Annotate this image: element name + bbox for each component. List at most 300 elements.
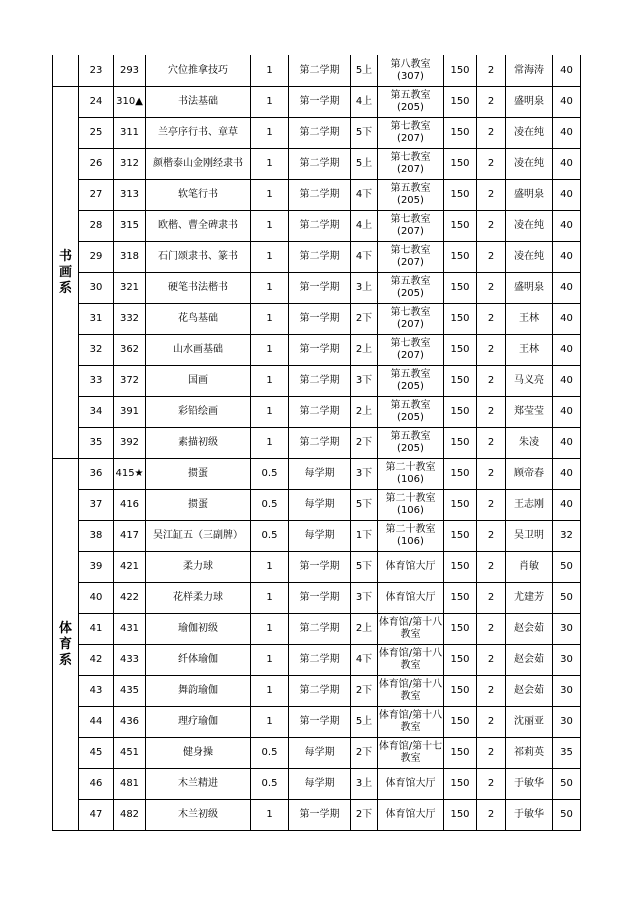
cell-teacher: 常海涛 [506,55,553,87]
cell-weeks: 2 [477,738,506,769]
cell-name: 颜楷泰山金刚经隶书 [146,149,251,180]
cell-name: 软笔行书 [146,180,251,211]
table-row [53,242,581,273]
cell-term: 第一学期 [289,304,351,335]
table-row [53,180,581,211]
cell-slot: 2上 [351,614,378,645]
table-row [53,707,581,738]
cell-cap: 50 [553,800,581,831]
cell-code: 431 [114,614,146,645]
cell-code: 362 [114,335,146,366]
cell-term: 第一学期 [289,87,351,118]
cell-weeks: 2 [477,335,506,366]
cell-teacher: 沈丽亚 [506,707,553,738]
cell-code: 433 [114,645,146,676]
cell-weeks: 2 [477,521,506,552]
cell-credit: 1 [251,55,289,87]
table-row [53,335,581,366]
table-row [53,583,581,614]
cell-weeks: 2 [477,304,506,335]
cell-name: 柔力球 [146,552,251,583]
cell-cap: 35 [553,738,581,769]
cell-term: 每学期 [289,738,351,769]
cell-hours: 150 [444,242,477,273]
cell-credit: 1 [251,707,289,738]
cell-cap: 40 [553,304,581,335]
cell-code: 392 [114,428,146,459]
cell-name: 兰亭序行书、章草 [146,118,251,149]
cell-teacher: 王林 [506,304,553,335]
cell-term: 第二学期 [289,397,351,428]
cell-credit: 1 [251,149,289,180]
cell-credit: 1 [251,180,289,211]
cell-room: 体育馆/第十八教室 [378,707,444,738]
cell-cap: 40 [553,180,581,211]
cell-code: 416 [114,490,146,521]
cell-hours: 150 [444,490,477,521]
cell-room: 第五教室(205) [378,273,444,304]
table-row [53,459,581,490]
cell-slot: 4下 [351,645,378,676]
table-row [53,366,581,397]
cell-slot: 5上 [351,149,378,180]
table-row [53,521,581,552]
cell-teacher: 朱凌 [506,428,553,459]
cell-credit: 1 [251,366,289,397]
cell-code: 311 [114,118,146,149]
cell-credit: 0.5 [251,459,289,490]
cell-name: 欧楷、曹全碑隶书 [146,211,251,242]
cell-code: 312 [114,149,146,180]
cell-credit: 1 [251,118,289,149]
cell-code: 435 [114,676,146,707]
cell-term: 第二学期 [289,614,351,645]
cell-slot: 2下 [351,738,378,769]
cell-no: 30 [79,273,114,304]
cell-weeks: 2 [477,428,506,459]
cell-no: 33 [79,366,114,397]
cell-no: 38 [79,521,114,552]
cell-room: 体育馆/第十八教室 [378,676,444,707]
cell-slot: 2上 [351,335,378,366]
table-row [53,552,581,583]
cell-hours: 150 [444,521,477,552]
cell-teacher: 于敏华 [506,800,553,831]
cell-hours: 150 [444,800,477,831]
cell-weeks: 2 [477,707,506,738]
cell-credit: 1 [251,583,289,614]
cell-teacher: 凌在纯 [506,149,553,180]
cell-term: 第二学期 [289,211,351,242]
cell-room: 第七教室(207) [378,149,444,180]
cell-room: 第二十教室(106) [378,459,444,490]
cell-cap: 32 [553,521,581,552]
cell-slot: 3下 [351,459,378,490]
cell-hours: 150 [444,211,477,242]
cell-credit: 1 [251,800,289,831]
cell-term: 每学期 [289,521,351,552]
cell-cap: 40 [553,211,581,242]
cell-code: 415★ [114,459,146,490]
cell-room: 第五教室(205) [378,428,444,459]
table-row [53,614,581,645]
cell-weeks: 2 [477,614,506,645]
cell-name: 穴位推拿技巧 [146,55,251,87]
cell-room: 体育馆/第十八教室 [378,614,444,645]
cell-teacher: 祁莉英 [506,738,553,769]
cell-room: 第五教室(205) [378,397,444,428]
cell-code: 321 [114,273,146,304]
cell-name: 舞韵瑜伽 [146,676,251,707]
cell-hours: 150 [444,55,477,87]
cell-no: 24 [79,87,114,118]
table-row [53,87,581,118]
cell-credit: 1 [251,335,289,366]
cell-hours: 150 [444,304,477,335]
table-row [53,304,581,335]
cell-weeks: 2 [477,273,506,304]
cell-code: 332 [114,304,146,335]
department-name: 体育系 [58,620,72,668]
cell-code: 422 [114,583,146,614]
cell-term: 每学期 [289,490,351,521]
cell-name: 硬笔书法楷书 [146,273,251,304]
cell-code: 417 [114,521,146,552]
cell-teacher: 郑莹莹 [506,397,553,428]
cell-slot: 3上 [351,769,378,800]
cell-no: 32 [79,335,114,366]
cell-name: 木兰精进 [146,769,251,800]
cell-weeks: 2 [477,87,506,118]
cell-cap: 40 [553,149,581,180]
cell-teacher: 肖敏 [506,552,553,583]
cell-teacher: 马义亮 [506,366,553,397]
cell-room: 第七教室(207) [378,118,444,149]
table-row [53,273,581,304]
cell-room: 第五教室(205) [378,87,444,118]
cell-cap: 40 [553,366,581,397]
cell-credit: 1 [251,273,289,304]
cell-cap: 50 [553,583,581,614]
cell-code: 313 [114,180,146,211]
cell-weeks: 2 [477,459,506,490]
cell-hours: 150 [444,397,477,428]
cell-name: 吴江缸五（三副牌） [146,521,251,552]
cell-credit: 0.5 [251,490,289,521]
cell-name: 掼蛋 [146,490,251,521]
dept-cell-empty [53,55,79,87]
cell-no: 29 [79,242,114,273]
department-name: 书画系 [58,248,72,296]
cell-code: 481 [114,769,146,800]
cell-no: 40 [79,583,114,614]
cell-no: 43 [79,676,114,707]
cell-slot: 3下 [351,583,378,614]
cell-teacher: 盛明泉 [506,180,553,211]
cell-name: 花鸟基础 [146,304,251,335]
cell-no: 25 [79,118,114,149]
cell-term: 第一学期 [289,583,351,614]
cell-weeks: 2 [477,242,506,273]
cell-name: 石门颂隶书、篆书 [146,242,251,273]
cell-term: 第一学期 [289,335,351,366]
cell-credit: 1 [251,614,289,645]
cell-cap: 40 [553,459,581,490]
cell-room: 体育馆大厅 [378,800,444,831]
cell-name: 健身操 [146,738,251,769]
cell-room: 第二十教室(106) [378,490,444,521]
cell-name: 国画 [146,366,251,397]
cell-term: 第二学期 [289,55,351,87]
cell-code: 436 [114,707,146,738]
cell-cap: 40 [553,55,581,87]
cell-weeks: 2 [477,552,506,583]
cell-credit: 1 [251,397,289,428]
cell-cap: 30 [553,614,581,645]
cell-code: 372 [114,366,146,397]
cell-teacher: 赵会茹 [506,645,553,676]
cell-weeks: 2 [477,397,506,428]
cell-slot: 3下 [351,366,378,397]
cell-teacher: 凌在纯 [506,211,553,242]
table-row [53,397,581,428]
cell-room: 第八教室(307) [378,55,444,87]
cell-no: 27 [79,180,114,211]
cell-code: 421 [114,552,146,583]
cell-weeks: 2 [477,118,506,149]
cell-weeks: 2 [477,676,506,707]
cell-name: 书法基础 [146,87,251,118]
table-row [53,55,581,87]
cell-slot: 5上 [351,55,378,87]
cell-slot: 2下 [351,304,378,335]
cell-credit: 1 [251,242,289,273]
cell-no: 41 [79,614,114,645]
cell-weeks: 2 [477,366,506,397]
cell-hours: 150 [444,769,477,800]
cell-hours: 150 [444,273,477,304]
cell-hours: 150 [444,459,477,490]
cell-no: 42 [79,645,114,676]
cell-weeks: 2 [477,490,506,521]
cell-slot: 2下 [351,800,378,831]
cell-term: 第二学期 [289,180,351,211]
table-row [53,118,581,149]
cell-hours: 150 [444,118,477,149]
cell-teacher: 凌在纯 [506,242,553,273]
table-row [53,645,581,676]
table-row [53,769,581,800]
cell-teacher: 赵会茹 [506,614,553,645]
cell-no: 46 [79,769,114,800]
cell-name: 山水画基础 [146,335,251,366]
cell-cap: 40 [553,397,581,428]
cell-name: 纤体瑜伽 [146,645,251,676]
cell-slot: 2下 [351,676,378,707]
cell-cap: 40 [553,490,581,521]
cell-credit: 1 [251,304,289,335]
cell-teacher: 尤建芳 [506,583,553,614]
table-row [53,676,581,707]
cell-weeks: 2 [477,211,506,242]
cell-code: 318 [114,242,146,273]
cell-slot: 4上 [351,211,378,242]
cell-credit: 0.5 [251,738,289,769]
cell-weeks: 2 [477,180,506,211]
table-row [53,149,581,180]
cell-room: 体育馆大厅 [378,769,444,800]
cell-term: 每学期 [289,769,351,800]
cell-slot: 5下 [351,490,378,521]
cell-weeks: 2 [477,583,506,614]
cell-credit: 1 [251,552,289,583]
cell-no: 26 [79,149,114,180]
cell-name: 瑜伽初级 [146,614,251,645]
cell-no: 28 [79,211,114,242]
cell-hours: 150 [444,149,477,180]
cell-term: 第二学期 [289,366,351,397]
cell-hours: 150 [444,676,477,707]
department-cell [53,87,79,459]
cell-name: 木兰初级 [146,800,251,831]
cell-credit: 0.5 [251,769,289,800]
cell-no: 45 [79,738,114,769]
cell-slot: 4下 [351,242,378,273]
table-row [53,490,581,521]
cell-term: 第二学期 [289,118,351,149]
cell-slot: 5上 [351,707,378,738]
cell-no: 37 [79,490,114,521]
cell-slot: 1下 [351,521,378,552]
cell-code: 310▲ [114,87,146,118]
cell-slot: 4上 [351,87,378,118]
cell-weeks: 2 [477,769,506,800]
cell-no: 23 [79,55,114,87]
cell-name: 掼蛋 [146,459,251,490]
cell-code: 293 [114,55,146,87]
cell-cap: 40 [553,428,581,459]
cell-credit: 0.5 [251,521,289,552]
cell-cap: 40 [553,118,581,149]
cell-teacher: 于敏华 [506,769,553,800]
cell-slot: 4下 [351,180,378,211]
cell-no: 31 [79,304,114,335]
cell-hours: 150 [444,614,477,645]
cell-cap: 50 [553,769,581,800]
cell-hours: 150 [444,87,477,118]
cell-slot: 3上 [351,273,378,304]
cell-teacher: 王林 [506,335,553,366]
cell-room: 第五教室(205) [378,366,444,397]
cell-teacher: 盛明泉 [506,87,553,118]
cell-cap: 40 [553,335,581,366]
cell-term: 每学期 [289,459,351,490]
cell-room: 体育馆/第十七教室 [378,738,444,769]
cell-term: 第一学期 [289,552,351,583]
cell-hours: 150 [444,707,477,738]
cell-name: 彩铅绘画 [146,397,251,428]
cell-credit: 1 [251,87,289,118]
cell-slot: 2上 [351,397,378,428]
cell-room: 第二十教室(106) [378,521,444,552]
table-row [53,738,581,769]
cell-hours: 150 [444,738,477,769]
cell-room: 第七教室(207) [378,335,444,366]
cell-slot: 5下 [351,118,378,149]
cell-credit: 1 [251,645,289,676]
cell-hours: 150 [444,180,477,211]
cell-credit: 1 [251,211,289,242]
cell-hours: 150 [444,366,477,397]
cell-teacher: 吴卫明 [506,521,553,552]
cell-credit: 1 [251,676,289,707]
cell-term: 第二学期 [289,242,351,273]
table-row [53,428,581,459]
cell-code: 482 [114,800,146,831]
table-row [53,211,581,242]
cell-term: 第二学期 [289,645,351,676]
cell-no: 39 [79,552,114,583]
cell-teacher: 王志刚 [506,490,553,521]
cell-hours: 150 [444,335,477,366]
cell-room: 体育馆大厅 [378,552,444,583]
cell-no: 34 [79,397,114,428]
cell-hours: 150 [444,428,477,459]
cell-weeks: 2 [477,149,506,180]
cell-cap: 40 [553,242,581,273]
cell-code: 451 [114,738,146,769]
cell-hours: 150 [444,552,477,583]
cell-room: 第五教室(205) [378,180,444,211]
cell-room: 体育馆大厅 [378,583,444,614]
cell-cap: 40 [553,87,581,118]
cell-term: 第一学期 [289,707,351,738]
cell-teacher: 盛明泉 [506,273,553,304]
cell-room: 第七教室(207) [378,304,444,335]
department-cell [53,459,79,831]
cell-code: 391 [114,397,146,428]
cell-cap: 50 [553,552,581,583]
cell-term: 第二学期 [289,149,351,180]
cell-cap: 40 [553,273,581,304]
cell-cap: 30 [553,707,581,738]
cell-cap: 30 [553,676,581,707]
cell-hours: 150 [444,583,477,614]
cell-no: 44 [79,707,114,738]
cell-teacher: 顾帝春 [506,459,553,490]
cell-no: 36 [79,459,114,490]
cell-hours: 150 [444,645,477,676]
cell-room: 第七教室(207) [378,211,444,242]
cell-slot: 5下 [351,552,378,583]
cell-credit: 1 [251,428,289,459]
cell-term: 第一学期 [289,800,351,831]
cell-no: 35 [79,428,114,459]
course-schedule-table [52,55,581,831]
cell-name: 花样柔力球 [146,583,251,614]
cell-term: 第二学期 [289,676,351,707]
cell-cap: 30 [553,645,581,676]
cell-weeks: 2 [477,645,506,676]
cell-no: 47 [79,800,114,831]
cell-teacher: 凌在纯 [506,118,553,149]
cell-weeks: 2 [477,55,506,87]
table-row [53,800,581,831]
cell-room: 第七教室(207) [378,242,444,273]
cell-room: 体育馆/第十八教室 [378,645,444,676]
cell-slot: 2下 [351,428,378,459]
cell-name: 素描初级 [146,428,251,459]
